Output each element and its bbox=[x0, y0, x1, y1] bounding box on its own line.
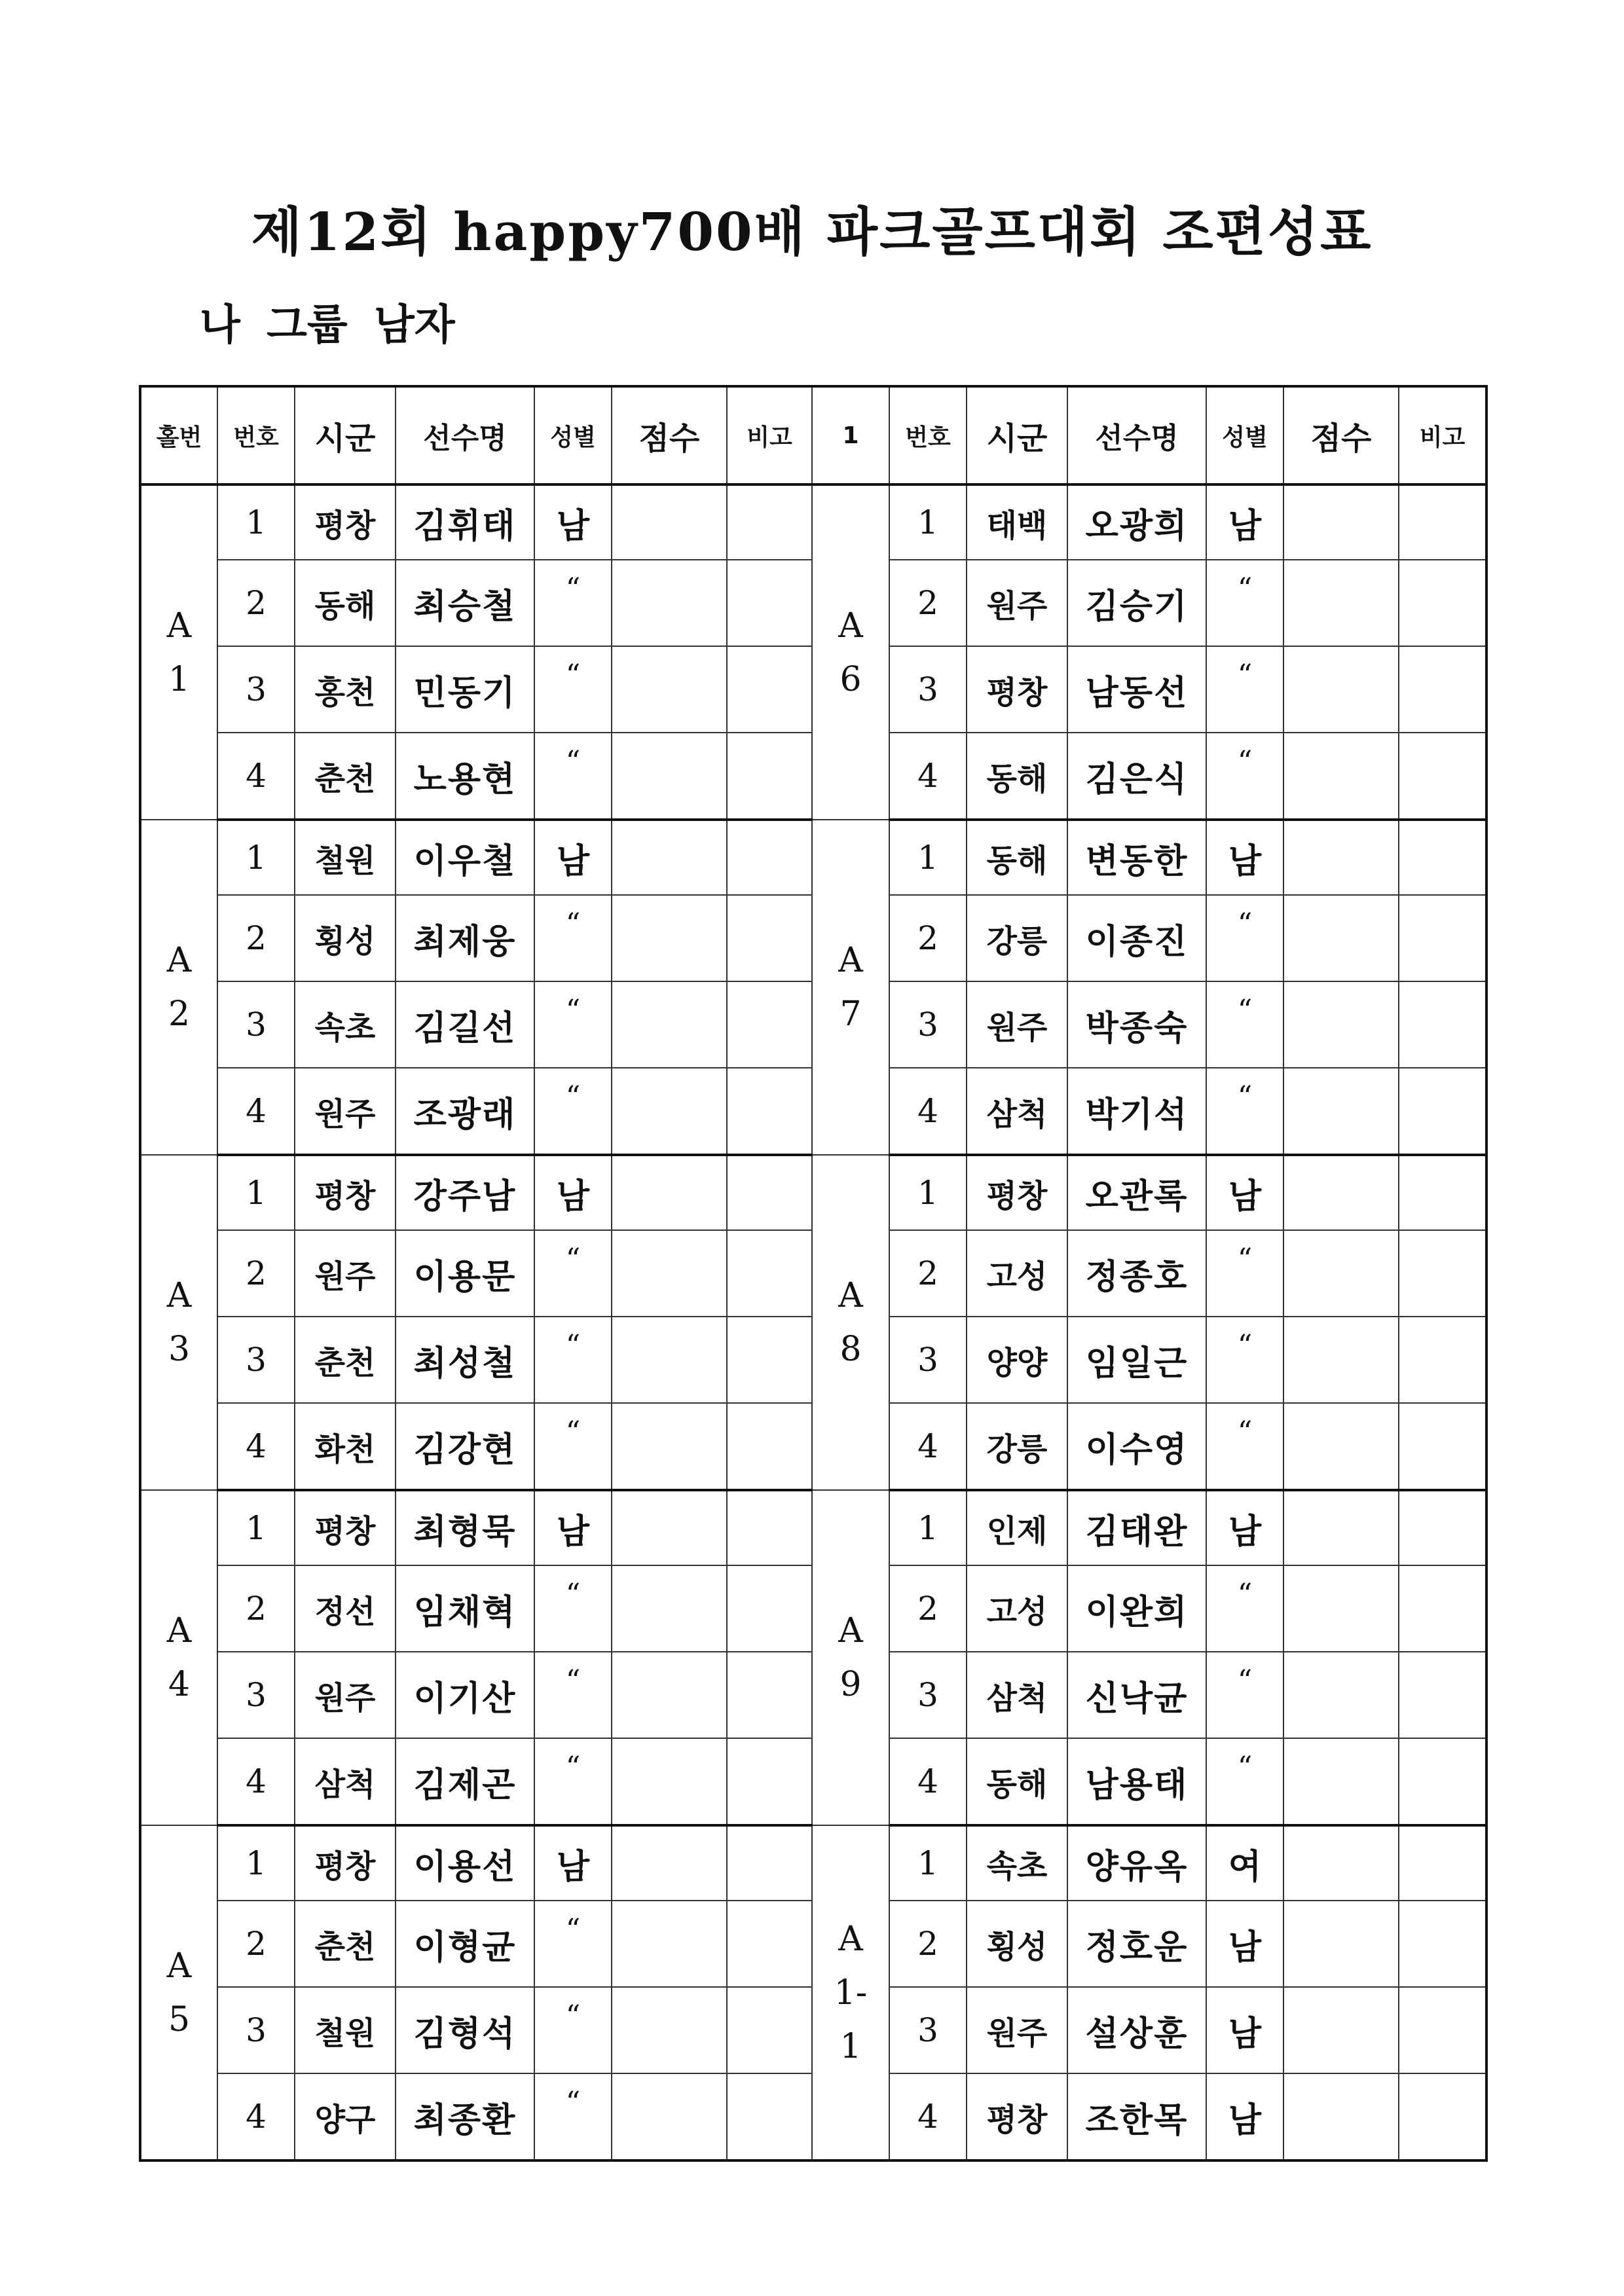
header-row bbox=[140, 386, 1486, 484]
player-city: 춘천 bbox=[295, 1901, 396, 1987]
hole-label-part: 2 bbox=[168, 994, 191, 1034]
player-name: 박종숙 bbox=[1067, 981, 1206, 1068]
header-score: 점수 bbox=[612, 386, 727, 484]
hole-number bbox=[140, 1490, 217, 1825]
note-field[interactable] bbox=[727, 1403, 812, 1490]
player-city: 홍천 bbox=[295, 646, 396, 733]
player-name: 노용현 bbox=[396, 733, 534, 820]
player-number: 4 bbox=[889, 733, 967, 820]
player-name: 김길선 bbox=[396, 981, 534, 1068]
note-field[interactable] bbox=[727, 1901, 812, 1987]
player-city: 횡성 bbox=[967, 1901, 1067, 1987]
hole-number bbox=[812, 1155, 889, 1490]
hole-label-part: 3 bbox=[168, 1330, 191, 1369]
player-gender: 남 bbox=[534, 1155, 612, 1230]
player-number: 2 bbox=[889, 560, 967, 646]
player-number: 1 bbox=[889, 1490, 967, 1565]
table-row bbox=[140, 1155, 1486, 1230]
player-name: 최종환 bbox=[396, 2073, 534, 2160]
note-field[interactable] bbox=[1399, 1317, 1486, 1403]
hole-number bbox=[140, 1825, 217, 2160]
table-row bbox=[140, 1490, 1486, 1565]
hole-label-part: 7 bbox=[840, 994, 862, 1034]
hole-label-part: A bbox=[166, 1946, 192, 1986]
score-field[interactable] bbox=[612, 1987, 727, 2073]
player-city: 고성 bbox=[967, 1565, 1067, 1652]
player-name: 박기석 bbox=[1067, 1068, 1206, 1155]
header-player-name-right: 선수명 bbox=[1067, 386, 1206, 484]
note-field[interactable] bbox=[727, 1230, 812, 1317]
note-field[interactable] bbox=[727, 484, 812, 560]
score-field[interactable] bbox=[612, 895, 727, 981]
player-city: 춘천 bbox=[295, 733, 396, 820]
hole-label-part: 6 bbox=[840, 659, 862, 699]
player-name: 이완희 bbox=[1067, 1565, 1206, 1652]
player-number: 3 bbox=[217, 646, 295, 733]
player-name: 김강현 bbox=[396, 1403, 534, 1490]
player-city: 평창 bbox=[295, 484, 396, 560]
score-field[interactable] bbox=[612, 560, 727, 646]
score-field[interactable] bbox=[612, 2073, 727, 2160]
player-city: 평창 bbox=[967, 646, 1067, 733]
player-city: 철원 bbox=[295, 1987, 396, 2073]
player-gender: “ bbox=[534, 733, 612, 820]
score-field[interactable] bbox=[1283, 1068, 1399, 1155]
player-gender: “ bbox=[534, 560, 612, 646]
player-number: 3 bbox=[889, 646, 967, 733]
player-name: 김은식 bbox=[1067, 733, 1206, 820]
note-field[interactable] bbox=[727, 1565, 812, 1652]
note-field[interactable] bbox=[1399, 1652, 1486, 1738]
hole-number bbox=[812, 1825, 889, 2160]
score-field[interactable] bbox=[1283, 1987, 1399, 2073]
player-number: 3 bbox=[217, 1652, 295, 1738]
player-number: 2 bbox=[889, 1230, 967, 1317]
player-name: 정종호 bbox=[1067, 1230, 1206, 1317]
score-field[interactable] bbox=[612, 1317, 727, 1403]
player-city: 춘천 bbox=[295, 1317, 396, 1403]
header-note-right: 비고 bbox=[1399, 386, 1486, 484]
player-gender: “ bbox=[1206, 560, 1283, 646]
player-name: 변동한 bbox=[1067, 820, 1206, 895]
player-name: 양유옥 bbox=[1067, 1825, 1206, 1901]
note-field[interactable] bbox=[727, 2073, 812, 2160]
player-city: 속초 bbox=[295, 981, 396, 1068]
score-field[interactable] bbox=[1283, 560, 1399, 646]
note-field[interactable] bbox=[727, 1068, 812, 1155]
player-number: 4 bbox=[217, 733, 295, 820]
score-field[interactable] bbox=[612, 1230, 727, 1317]
player-gender: “ bbox=[1206, 733, 1283, 820]
score-field[interactable] bbox=[1283, 1155, 1399, 1230]
player-name: 이기산 bbox=[396, 1652, 534, 1738]
player-city: 화천 bbox=[295, 1403, 396, 1490]
score-field[interactable] bbox=[1283, 1738, 1399, 1825]
note-field[interactable] bbox=[727, 1987, 812, 2073]
player-name: 김제곤 bbox=[396, 1738, 534, 1825]
player-city: 평창 bbox=[967, 2073, 1067, 2160]
group-subtitle: 나 그룹 남자 bbox=[200, 301, 455, 350]
player-name: 임채혁 bbox=[396, 1565, 534, 1652]
score-field[interactable] bbox=[1283, 1652, 1399, 1738]
header-city-right: 시군 bbox=[967, 386, 1067, 484]
score-field[interactable] bbox=[612, 1068, 727, 1155]
player-city: 삼척 bbox=[967, 1652, 1067, 1738]
player-gender: “ bbox=[534, 1901, 612, 1987]
score-field[interactable] bbox=[612, 1155, 727, 1230]
score-field[interactable] bbox=[612, 733, 727, 820]
player-gender: “ bbox=[1206, 1738, 1283, 1825]
player-city: 원주 bbox=[295, 1068, 396, 1155]
player-gender: 남 bbox=[534, 1825, 612, 1901]
player-gender: “ bbox=[534, 1403, 612, 1490]
hole-label-part: 5 bbox=[168, 1999, 191, 2039]
player-name: 조한목 bbox=[1067, 2073, 1206, 2160]
hole-label-part: 8 bbox=[840, 1330, 862, 1369]
player-number: 2 bbox=[217, 1230, 295, 1317]
hole-label-part: A bbox=[166, 1276, 192, 1315]
hole-label-part: A bbox=[838, 1611, 863, 1650]
player-gender: “ bbox=[1206, 1068, 1283, 1155]
header-player-name: 선수명 bbox=[396, 386, 534, 484]
player-name: 최성철 bbox=[396, 1317, 534, 1403]
player-name: 이수영 bbox=[1067, 1403, 1206, 1490]
player-gender: 남 bbox=[1206, 820, 1283, 895]
player-gender: “ bbox=[1206, 1403, 1283, 1490]
player-gender: “ bbox=[1206, 1230, 1283, 1317]
player-name: 이용문 bbox=[396, 1230, 534, 1317]
player-city: 삼척 bbox=[295, 1738, 396, 1825]
score-field[interactable] bbox=[1283, 1565, 1399, 1652]
score-field[interactable] bbox=[1283, 1317, 1399, 1403]
player-gender: 남 bbox=[534, 484, 612, 560]
score-field[interactable] bbox=[1283, 1825, 1399, 1901]
hole-label-part: A bbox=[838, 1919, 863, 1959]
header-city: 시군 bbox=[295, 386, 396, 484]
note-field[interactable] bbox=[727, 1490, 812, 1565]
hole-label-part: A bbox=[838, 1276, 863, 1315]
player-gender: “ bbox=[1206, 646, 1283, 733]
player-name: 남동선 bbox=[1067, 646, 1206, 733]
player-number: 1 bbox=[217, 484, 295, 560]
player-number: 2 bbox=[217, 560, 295, 646]
player-gender: “ bbox=[534, 1230, 612, 1317]
player-city: 고성 bbox=[967, 1230, 1067, 1317]
player-name: 오광희 bbox=[1067, 484, 1206, 560]
hole-label-part: 4 bbox=[168, 1665, 191, 1704]
player-city: 평창 bbox=[295, 1155, 396, 1230]
player-number: 4 bbox=[889, 1738, 967, 1825]
player-city: 원주 bbox=[967, 560, 1067, 646]
player-city: 동해 bbox=[295, 560, 396, 646]
player-name: 오관록 bbox=[1067, 1155, 1206, 1230]
note-field[interactable] bbox=[1399, 1068, 1486, 1155]
score-field[interactable] bbox=[1283, 1901, 1399, 1987]
hole-number bbox=[812, 484, 889, 820]
player-name: 최승철 bbox=[396, 560, 534, 646]
note-field[interactable] bbox=[1399, 646, 1486, 733]
score-field[interactable] bbox=[612, 1490, 727, 1565]
score-field[interactable] bbox=[1283, 895, 1399, 981]
player-gender: “ bbox=[534, 1652, 612, 1738]
player-number: 3 bbox=[217, 1317, 295, 1403]
header-gender-right: 성별 bbox=[1206, 386, 1283, 484]
player-city: 태백 bbox=[967, 484, 1067, 560]
note-field[interactable] bbox=[1399, 1230, 1486, 1317]
table-row bbox=[140, 484, 1486, 560]
hole-label-part: A bbox=[166, 1611, 192, 1650]
note-field[interactable] bbox=[1399, 1825, 1486, 1901]
score-field[interactable] bbox=[612, 820, 727, 895]
player-city: 평창 bbox=[295, 1825, 396, 1901]
player-gender: “ bbox=[534, 895, 612, 981]
player-city: 횡성 bbox=[295, 895, 396, 981]
player-number: 1 bbox=[889, 484, 967, 560]
score-field[interactable] bbox=[1283, 1230, 1399, 1317]
player-name: 신낙균 bbox=[1067, 1652, 1206, 1738]
note-field[interactable] bbox=[1399, 1738, 1486, 1825]
player-name: 강주남 bbox=[396, 1155, 534, 1230]
score-field[interactable] bbox=[612, 1565, 727, 1652]
player-gender: “ bbox=[1206, 981, 1283, 1068]
player-number: 3 bbox=[217, 981, 295, 1068]
hole-label-part: 1- bbox=[834, 1973, 868, 2013]
player-number: 3 bbox=[889, 981, 967, 1068]
hole-number bbox=[140, 820, 217, 1155]
score-field[interactable] bbox=[612, 1652, 727, 1738]
hole-number bbox=[140, 1155, 217, 1490]
note-field[interactable] bbox=[727, 1652, 812, 1738]
hole-label-part: A bbox=[838, 941, 863, 980]
player-gender: “ bbox=[1206, 1317, 1283, 1403]
player-number: 1 bbox=[889, 820, 967, 895]
score-field[interactable] bbox=[612, 646, 727, 733]
player-name: 민동기 bbox=[396, 646, 534, 733]
note-field[interactable] bbox=[1399, 1155, 1486, 1230]
player-number: 3 bbox=[217, 1987, 295, 2073]
score-field[interactable] bbox=[1283, 1490, 1399, 1565]
note-field[interactable] bbox=[727, 1317, 812, 1403]
player-name: 정호운 bbox=[1067, 1901, 1206, 1987]
note-field[interactable] bbox=[727, 981, 812, 1068]
player-city: 평창 bbox=[295, 1490, 396, 1565]
score-field[interactable] bbox=[1283, 733, 1399, 820]
schedule-sheet bbox=[139, 385, 1485, 2140]
player-number: 2 bbox=[889, 1901, 967, 1987]
score-field[interactable] bbox=[612, 1825, 727, 1901]
score-field[interactable] bbox=[612, 981, 727, 1068]
player-city: 평창 bbox=[967, 1155, 1067, 1230]
player-city: 삼척 bbox=[967, 1068, 1067, 1155]
note-field[interactable] bbox=[1399, 2073, 1486, 2160]
player-city: 동해 bbox=[967, 820, 1067, 895]
player-number: 3 bbox=[889, 1317, 967, 1403]
player-city: 원주 bbox=[967, 981, 1067, 1068]
hole-label-part: 1 bbox=[168, 659, 191, 699]
note-field[interactable] bbox=[727, 1825, 812, 1901]
player-name: 김형석 bbox=[396, 1987, 534, 2073]
score-field[interactable] bbox=[1283, 2073, 1399, 2160]
player-number: 2 bbox=[217, 1901, 295, 1987]
player-gender: 남 bbox=[1206, 484, 1283, 560]
player-name: 이종진 bbox=[1067, 895, 1206, 981]
player-number: 3 bbox=[889, 1987, 967, 2073]
player-name: 김승기 bbox=[1067, 560, 1206, 646]
note-field[interactable] bbox=[1399, 1490, 1486, 1565]
player-number: 4 bbox=[889, 1068, 967, 1155]
note-field[interactable] bbox=[1399, 1403, 1486, 1490]
table-row bbox=[140, 1825, 1486, 1901]
player-name: 이우철 bbox=[396, 820, 534, 895]
player-number: 1 bbox=[217, 1155, 295, 1230]
note-field[interactable] bbox=[1399, 1565, 1486, 1652]
header-hole: 홀번 bbox=[140, 386, 217, 484]
player-number: 4 bbox=[217, 1068, 295, 1155]
player-gender: “ bbox=[534, 1738, 612, 1825]
player-number: 2 bbox=[217, 1565, 295, 1652]
player-gender: 여 bbox=[1206, 1825, 1283, 1901]
note-field[interactable] bbox=[727, 820, 812, 895]
player-gender: 남 bbox=[1206, 1987, 1283, 2073]
player-city: 동해 bbox=[967, 1738, 1067, 1825]
score-field[interactable] bbox=[612, 1738, 727, 1825]
player-gender: “ bbox=[534, 1565, 612, 1652]
note-field[interactable] bbox=[1399, 820, 1486, 895]
note-field[interactable] bbox=[727, 895, 812, 981]
player-name: 조광래 bbox=[396, 1068, 534, 1155]
note-field[interactable] bbox=[727, 1155, 812, 1230]
player-number: 4 bbox=[889, 1403, 967, 1490]
table-row bbox=[140, 820, 1486, 895]
player-gender: 남 bbox=[1206, 2073, 1283, 2160]
player-number: 1 bbox=[889, 1825, 967, 1901]
header-score-right: 점수 bbox=[1283, 386, 1399, 484]
player-gender: “ bbox=[534, 981, 612, 1068]
player-gender: 남 bbox=[1206, 1155, 1283, 1230]
note-field[interactable] bbox=[727, 733, 812, 820]
hole-label-part: A bbox=[166, 941, 192, 980]
player-name: 설상훈 bbox=[1067, 1987, 1206, 2073]
player-name: 김태완 bbox=[1067, 1490, 1206, 1565]
player-name: 임일근 bbox=[1067, 1317, 1206, 1403]
player-name: 최형묵 bbox=[396, 1490, 534, 1565]
player-city: 양구 bbox=[295, 2073, 396, 2160]
note-field[interactable] bbox=[1399, 981, 1486, 1068]
player-number: 4 bbox=[217, 1738, 295, 1825]
player-gender: 남 bbox=[1206, 1901, 1283, 1987]
player-name: 김휘태 bbox=[396, 484, 534, 560]
note-field[interactable] bbox=[1399, 484, 1486, 560]
player-gender: “ bbox=[534, 1987, 612, 2073]
note-field[interactable] bbox=[1399, 560, 1486, 646]
player-number: 1 bbox=[217, 1825, 295, 1901]
player-number: 1 bbox=[217, 1490, 295, 1565]
player-name: 최제웅 bbox=[396, 895, 534, 981]
player-number: 4 bbox=[217, 1403, 295, 1490]
note-field[interactable] bbox=[1399, 1901, 1486, 1987]
hole-label-part: A bbox=[838, 606, 863, 646]
player-gender: “ bbox=[1206, 895, 1283, 981]
hole-number bbox=[812, 820, 889, 1155]
score-field[interactable] bbox=[612, 1403, 727, 1490]
hole-label-part: 9 bbox=[840, 1665, 862, 1704]
hole-label-part: A bbox=[166, 606, 192, 646]
hole-label-part: 1 bbox=[840, 2026, 862, 2066]
player-number: 2 bbox=[217, 895, 295, 981]
player-name: 남용태 bbox=[1067, 1738, 1206, 1825]
group-table bbox=[139, 385, 1488, 2162]
player-city: 인제 bbox=[967, 1490, 1067, 1565]
note-field[interactable] bbox=[1399, 1987, 1486, 2073]
page-title: 제12회 happy700배 파크골프대회 조편성표 bbox=[251, 201, 1373, 263]
player-city: 원주 bbox=[295, 1652, 396, 1738]
note-field[interactable] bbox=[727, 646, 812, 733]
player-number: 2 bbox=[889, 895, 967, 981]
hole-number bbox=[812, 1490, 889, 1825]
player-city: 원주 bbox=[967, 1987, 1067, 2073]
player-gender: 남 bbox=[534, 1490, 612, 1565]
player-city: 양양 bbox=[967, 1317, 1067, 1403]
score-field[interactable] bbox=[1283, 981, 1399, 1068]
player-number: 4 bbox=[889, 2073, 967, 2160]
header-hole-right: 1 bbox=[812, 386, 889, 484]
player-gender: “ bbox=[534, 2073, 612, 2160]
player-city: 강릉 bbox=[967, 895, 1067, 981]
note-field[interactable] bbox=[727, 560, 812, 646]
header-gender: 성별 bbox=[534, 386, 612, 484]
player-city: 원주 bbox=[295, 1230, 396, 1317]
score-field[interactable] bbox=[1283, 820, 1399, 895]
player-name: 이형균 bbox=[396, 1901, 534, 1987]
player-city: 강릉 bbox=[967, 1403, 1067, 1490]
player-gender: “ bbox=[534, 1068, 612, 1155]
score-field[interactable] bbox=[612, 484, 727, 560]
note-field[interactable] bbox=[727, 1738, 812, 1825]
player-number: 4 bbox=[217, 2073, 295, 2160]
score-field[interactable] bbox=[1283, 484, 1399, 560]
player-city: 정선 bbox=[295, 1565, 396, 1652]
header-number-right: 번호 bbox=[889, 386, 967, 484]
note-field[interactable] bbox=[1399, 733, 1486, 820]
player-city: 철원 bbox=[295, 820, 396, 895]
player-name: 이용선 bbox=[396, 1825, 534, 1901]
player-number: 1 bbox=[217, 820, 295, 895]
note-field[interactable] bbox=[1399, 895, 1486, 981]
player-number: 2 bbox=[889, 1565, 967, 1652]
hole-number bbox=[140, 484, 217, 820]
player-number: 3 bbox=[889, 1652, 967, 1738]
header-number: 번호 bbox=[217, 386, 295, 484]
player-gender: “ bbox=[1206, 1565, 1283, 1652]
header-note: 비고 bbox=[727, 386, 812, 484]
player-city: 동해 bbox=[967, 733, 1067, 820]
score-field[interactable] bbox=[1283, 646, 1399, 733]
player-gender: “ bbox=[534, 646, 612, 733]
score-field[interactable] bbox=[612, 1901, 727, 1987]
player-gender: “ bbox=[1206, 1652, 1283, 1738]
score-field[interactable] bbox=[1283, 1403, 1399, 1490]
player-gender: “ bbox=[534, 1317, 612, 1403]
player-number: 1 bbox=[889, 1155, 967, 1230]
player-gender: 남 bbox=[1206, 1490, 1283, 1565]
player-city: 속초 bbox=[967, 1825, 1067, 1901]
player-gender: 남 bbox=[534, 820, 612, 895]
